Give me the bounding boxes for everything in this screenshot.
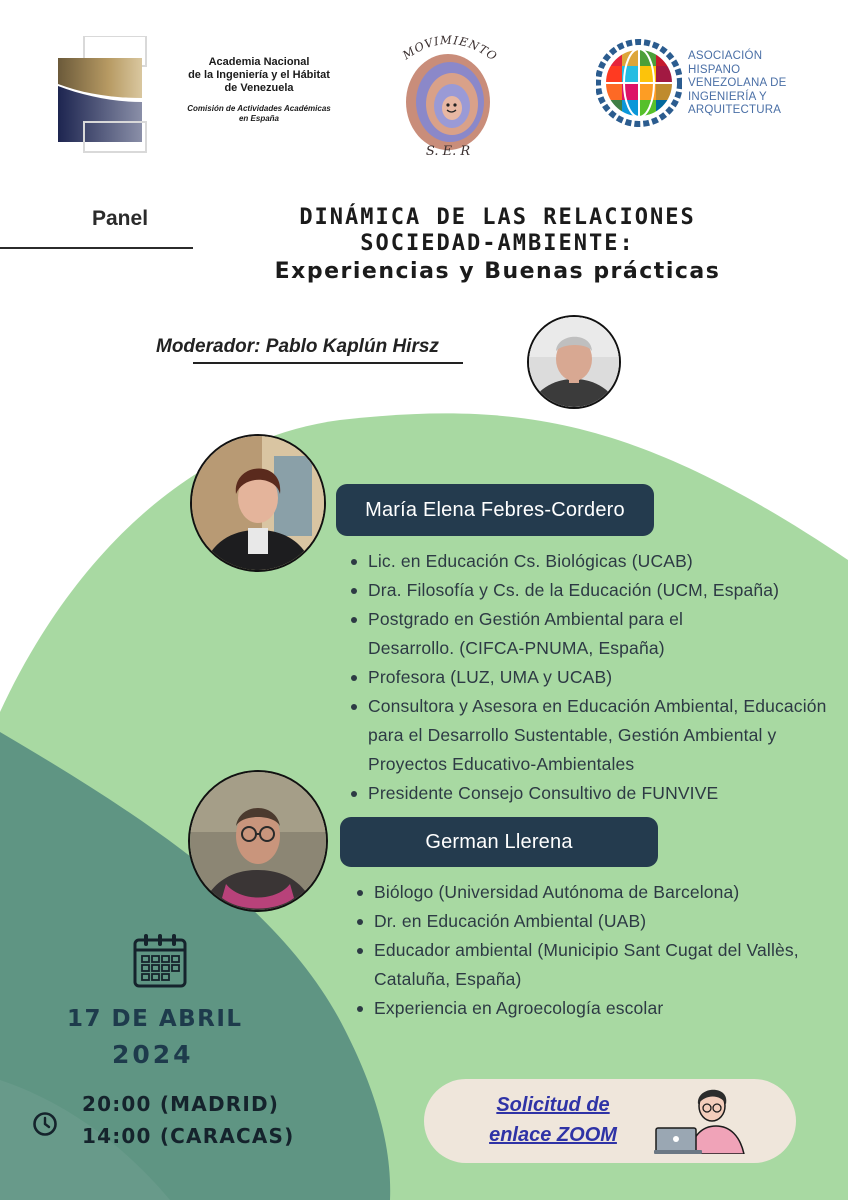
- list-item: Educador ambiental (Municipio Sant Cugat del Vallès, Cataluña, España): [352, 936, 824, 994]
- academia-emblem-icon: [54, 36, 174, 154]
- list-item: Dra. Filosofía y Cs. de la Educación (UCM, España): [346, 576, 846, 605]
- movimiento-spiral-icon: [392, 30, 504, 160]
- asociacion-line: INGENIERÍA Y: [688, 90, 767, 103]
- event-time-madrid: 20:00 (MADRID): [82, 1092, 280, 1116]
- moderator-label: Moderador: Pablo Kaplún Hirsz: [156, 336, 439, 357]
- event-title: [205, 205, 790, 287]
- speaker-1-portrait-icon: [192, 436, 324, 570]
- event-date-year: 2024: [112, 1040, 194, 1069]
- academia-logo: [54, 36, 174, 154]
- list-item: Experiencia en Agroecología escolar: [352, 994, 842, 1023]
- panel-underline: [0, 247, 193, 249]
- asociacion-line: VENEZOLANA DE: [688, 77, 787, 89]
- speaker-1-photo: [190, 434, 326, 572]
- title-line-2: SOCIEDAD-AMBIENTE:: [360, 231, 635, 256]
- academia-name-line: de Venezuela: [224, 82, 294, 94]
- moderator-portrait-icon: [529, 317, 619, 407]
- moderator-underline: [193, 362, 463, 364]
- zoom-link-line-2[interactable]: enlace ZOOM: [489, 1124, 617, 1146]
- asociacion-text: [688, 50, 798, 118]
- speaker-1-bullet-list: [346, 547, 846, 808]
- clock-icon: [32, 1111, 58, 1137]
- speaker-2-photo: [188, 770, 328, 912]
- academia-name-line: de la Ingeniería y el Hábitat: [188, 69, 330, 81]
- academia-sub-line: en España: [238, 114, 279, 123]
- colored-globe-gear-icon: [596, 38, 682, 128]
- event-date-day: 17 DE ABRIL: [67, 1006, 243, 1032]
- title-line-1: DINÁMICA DE LAS RELACIONES: [299, 205, 696, 230]
- list-item: Dr. en Educación Ambiental (UAB): [352, 907, 842, 936]
- zoom-link-line-1[interactable]: Solicitud de: [496, 1094, 610, 1116]
- asociacion-line: HISPANO: [688, 63, 741, 76]
- asociacion-logo: [596, 38, 682, 128]
- event-time-caracas: 14:00 (CARACAS): [82, 1124, 295, 1148]
- movimiento-bottom-text: S. E. R: [425, 144, 471, 159]
- list-item: Lic. en Educación Cs. Biológicas (UCAB): [346, 547, 846, 576]
- list-item: Profesora (LUZ, UMA y UCAB): [346, 663, 846, 692]
- title-line-3: Experiencias y Buenas prácticas: [274, 259, 721, 284]
- movimiento-ser-logo: [392, 30, 504, 160]
- asociacion-line: ARQUITECTURA: [688, 104, 782, 116]
- zoom-request-link[interactable]: [458, 1090, 648, 1150]
- speaker-1-name-pill: María Elena Febres-Cordero: [336, 484, 654, 536]
- list-item: Consultora y Asesora en Educación Ambiental, Educación para el Desarrollo Sustentable, Gestión Ambiental y Proyectos Educativo-Ambientales: [346, 692, 838, 779]
- calendar-icon: [133, 932, 189, 992]
- person-laptop-icon: [654, 1082, 750, 1154]
- academia-text: [178, 56, 340, 124]
- speaker-2-portrait-icon: [190, 772, 326, 910]
- academia-sub-line: Comisión de Actividades Académicas: [187, 104, 331, 113]
- list-item: Biólogo (Universidad Autónoma de Barcelona): [352, 878, 842, 907]
- speaker-2-name-pill: German Llerena: [340, 817, 658, 867]
- academia-name-line: Academia Nacional: [208, 56, 310, 68]
- movimiento-top-text: MOVIMIENTO: [399, 32, 501, 64]
- list-item: Postgrado en Gestión Ambiental para el Desarrollo. (CIFCA-PNUMA, España): [346, 605, 768, 663]
- panel-label: Panel: [92, 207, 149, 230]
- list-item: Presidente Consejo Consultivo de FUNVIVE: [346, 779, 846, 808]
- moderator-photo: [527, 315, 621, 409]
- asociacion-line: ASOCIACIÓN: [688, 50, 763, 62]
- speaker-2-bullet-list: [352, 878, 842, 1023]
